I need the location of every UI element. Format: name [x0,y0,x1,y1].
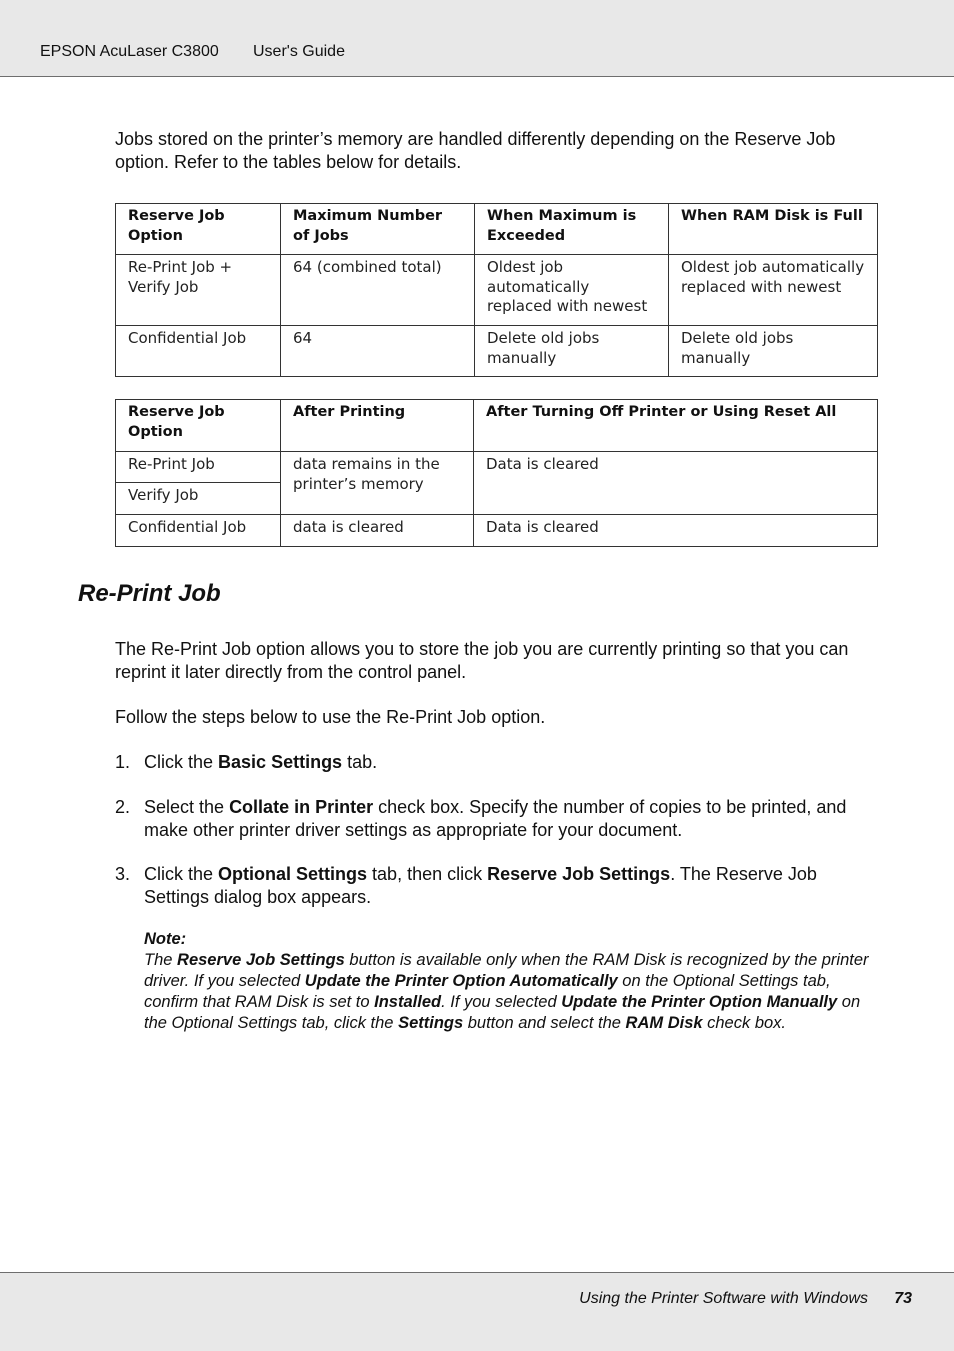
table-cell: Delete old jobs manually [475,326,669,377]
table-cell: Oldest job automatically replaced with newest [475,255,669,326]
table-cell: Verify Job [116,483,281,515]
table-cell: Re-Print Job + Verify Job [116,255,281,326]
header-guide: User's Guide [253,43,345,60]
table-cell: Re-Print Job [116,452,281,483]
instructions-intro: Follow the steps below to use the Re-Print Job option. [115,707,546,727]
description-paragraph: The Re-Print Job option allows you to store the job you are currently printing so that you can reprint it later directly from the control panel. [115,639,849,682]
note-box: Note: The Reserve Job Settings button is available only when the RAM Disk is recognized by the printer driver. If you selected Update the Printer Option Automatically on the Optional Settings tab, confirm that RAM Disk is set to Installed. If you selected Update the Printer Option Manually on the Optional Settings tab, click the Settings button and select the RAM Disk check box. [144,929,872,1034]
step-text: Select the Collate in Printer check box. Specify the number of copies to be printed, and make other printer driver settings as appropriate for your document. [144,797,847,840]
table-row [116,255,878,326]
table-cell: data is cleared [281,515,474,547]
table-row [116,515,878,547]
step-number: 2. [115,797,131,817]
table-cell: data remains in the printer’s memory [281,452,474,515]
table-header-row [116,400,878,452]
table-header-cell: Reserve Job Option [116,400,281,452]
table-header-cell: When Maximum is Exceeded [475,204,669,255]
intro-paragraph: Jobs stored on the printer’s memory are handled differently depending on the Reserve Job option. Refer to the tables below for details. [115,129,836,172]
table-cell: Confidential Job [116,326,281,377]
section-heading: Re-Print Job [78,580,221,607]
table-row [116,326,878,377]
page-footer [0,1272,954,1351]
table-header-cell: After Turning Off Printer or Using Reset All [474,400,878,452]
table-header-cell: After Printing [281,400,474,452]
table-cell: Data is cleared [474,452,878,515]
table-header-cell: When RAM Disk is Full [669,204,878,255]
step-number: 3. [115,864,131,884]
step-text: Click the Optional Settings tab, then click Reserve Job Settings. The Reserve Job Settings dialog box appears. [144,864,817,907]
page-number: 73 [894,1290,912,1307]
table-header-cell: Reserve Job Option [116,204,281,255]
table-header-cell: Maximum Number of Jobs [281,204,475,255]
table-header-row [116,204,878,255]
table-cell: Delete old jobs manually [669,326,878,377]
table-cell: Oldest job automatically replaced with newest [669,255,878,326]
table-cell: 64 [281,326,475,377]
note-label: Note: [144,930,187,948]
header-product: EPSON AcuLaser C3800 [40,43,219,60]
table-cell: Confidential Job [116,515,281,547]
reserve-job-limits-table [115,203,878,377]
step-text: Click the Basic Settings tab. [144,752,378,772]
reserve-job-retention-table [115,399,878,547]
footer-chapter-title: Using the Printer Software with Windows [579,1290,868,1307]
table-row [116,452,878,483]
table-cell: 64 (combined total) [281,255,475,326]
step-number: 1. [115,752,131,772]
page-header [0,0,954,77]
table-cell: Data is cleared [474,515,878,547]
